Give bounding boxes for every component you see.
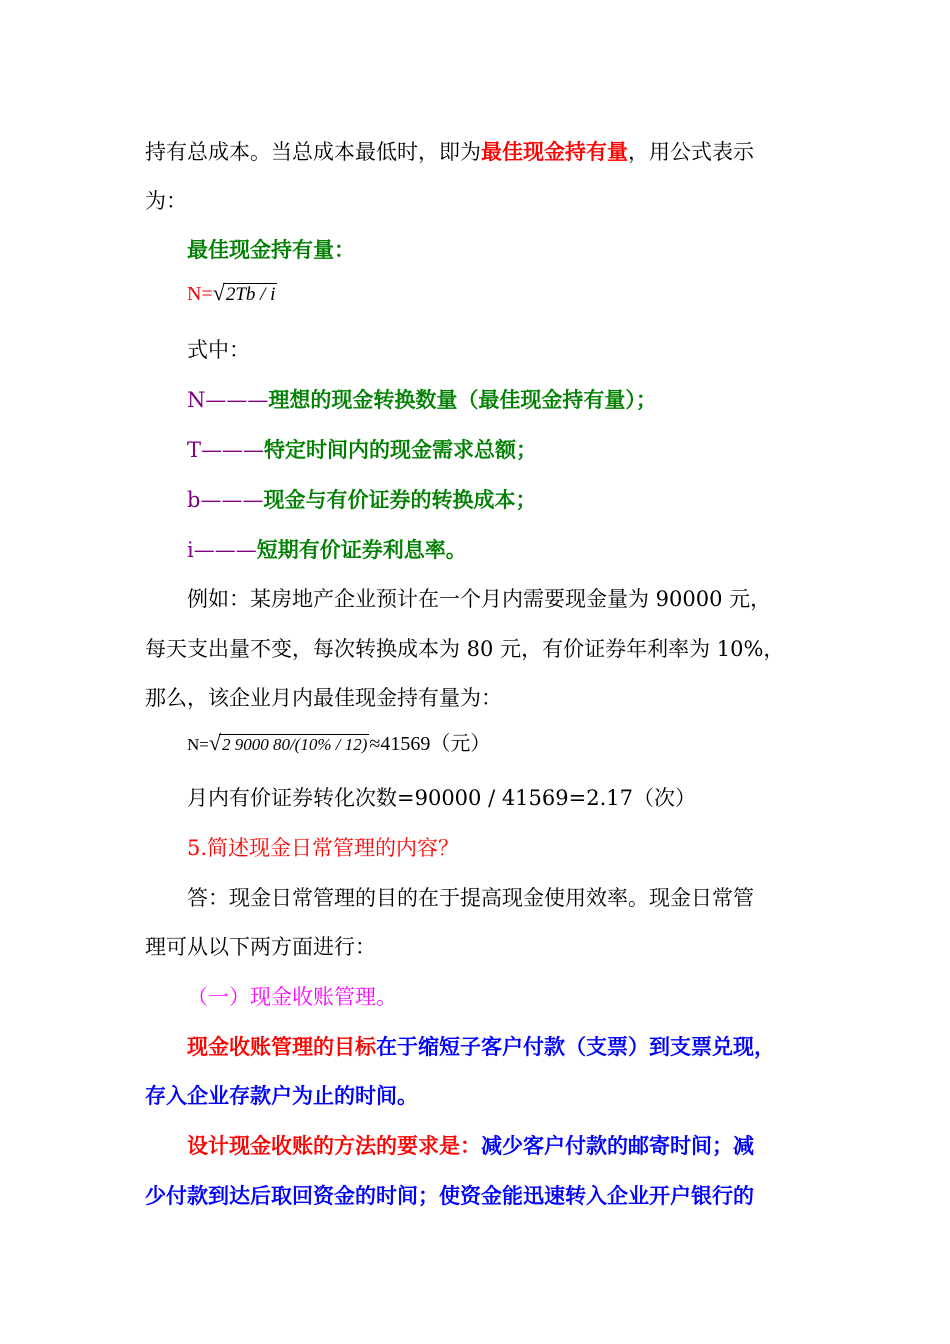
design-term: 设计现金收账的方法的要求是： xyxy=(187,1133,481,1158)
turnover-line: 月内有价证券转化次数=90000 / 41569=2.17（次） xyxy=(187,786,696,810)
example-line: 例如：某房地产企业预计在一个月内需要现金量为 90000 元， xyxy=(187,587,772,611)
where-label: 式中： xyxy=(187,338,250,362)
definition-item xyxy=(187,536,467,564)
design-line: 少付款到达后取回资金的时间；使资金能迅速转入企业开户银行的 xyxy=(145,1183,754,1208)
definition-text: 现金与有价证券的转换成本； xyxy=(263,487,537,512)
definition-text: 短期有价证券利息率。 xyxy=(256,537,467,562)
answer-line: 理可从以下两方面进行： xyxy=(145,935,376,959)
definition-symbol: i xyxy=(187,538,194,562)
design-text: 减少客户付款的邮寄时间；减 xyxy=(481,1133,754,1158)
definition-dash: ——— xyxy=(200,488,264,512)
formula-heading: 最佳现金持有量： xyxy=(187,237,355,262)
section-heading: （一）现金收账管理。 xyxy=(187,985,397,1009)
definition-item xyxy=(187,386,657,414)
definition-dash: ——— xyxy=(201,438,265,462)
definition-text: 理想的现金转换数量（最佳现金持有量）； xyxy=(268,387,657,412)
definition-dash: ——— xyxy=(205,388,269,412)
formula-result: ≈41569（元） xyxy=(369,733,491,755)
definition-item xyxy=(187,436,537,464)
formula-example xyxy=(187,727,490,756)
question-heading: 5.简述现金日常管理的内容？ xyxy=(187,836,460,860)
example-line: 那么，该企业月内最佳现金持有量为： xyxy=(145,686,502,710)
sqrt-symbol: √ xyxy=(212,280,225,305)
design-line xyxy=(187,1132,754,1160)
formula-radicand: 2 9000 80/(10% / 12) xyxy=(219,734,369,755)
definition-symbol: T xyxy=(187,438,202,462)
formula-lhs: N= xyxy=(187,735,209,754)
goal-term: 现金收账管理的目标 xyxy=(187,1034,376,1059)
text-run: ，用公式表示 xyxy=(628,140,754,164)
paragraph-line: 为： xyxy=(145,189,187,213)
goal-line: 存入企业存款户为止的时间。 xyxy=(145,1083,418,1108)
definition-item xyxy=(187,486,536,514)
formula-lhs: N= xyxy=(187,283,213,305)
paragraph-line xyxy=(145,138,754,166)
definition-text: 特定时间内的现金需求总额； xyxy=(264,437,538,462)
example-line: 每天支出量不变，每次转换成本为 80 元，有价证券年利率为 10%， xyxy=(145,637,785,661)
answer-line: 答：现金日常管理的目的在于提高现金使用效率。现金日常管 xyxy=(187,886,754,910)
highlight-term: 最佳现金持有量 xyxy=(481,139,628,164)
definition-symbol: b xyxy=(187,488,201,512)
goal-line xyxy=(187,1033,775,1061)
formula-optimal-cash xyxy=(187,280,277,306)
sqrt-symbol: √ xyxy=(208,730,221,755)
definition-symbol: N xyxy=(187,388,206,412)
definition-dash: ——— xyxy=(193,538,257,562)
formula-radicand: 2Tb / i xyxy=(223,283,278,306)
goal-text: 在于缩短子客户付款（支票）到支票兑现， xyxy=(376,1034,775,1059)
text-run: 持有总成本。当总成本最低时，即为 xyxy=(145,140,481,164)
